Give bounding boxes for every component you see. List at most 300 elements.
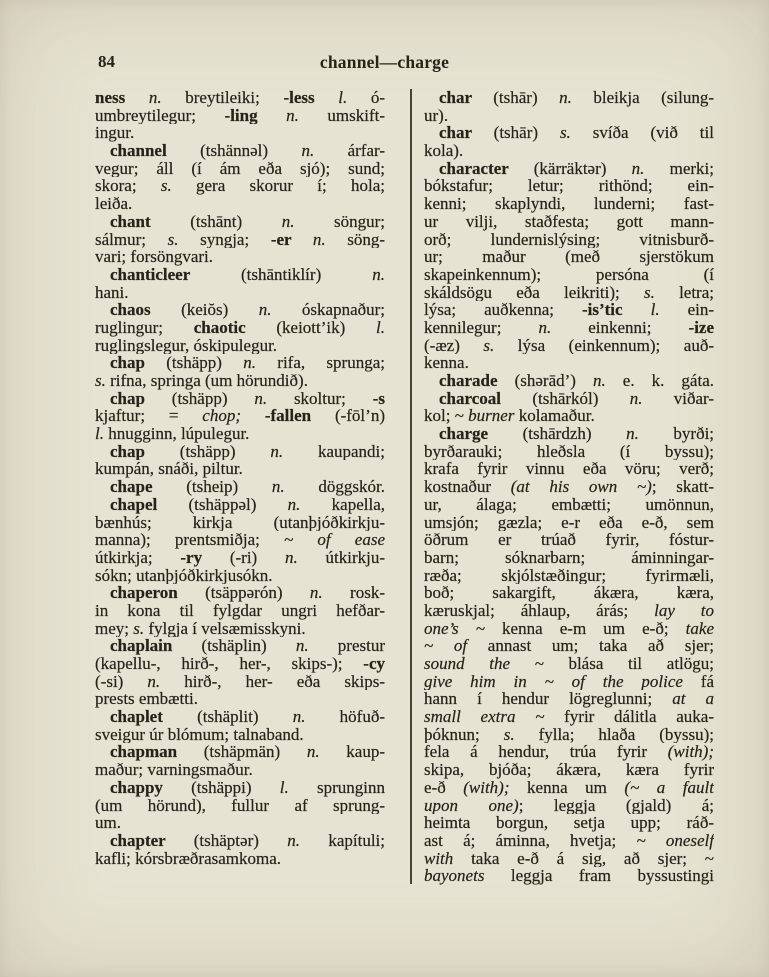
text-run: chanticleer (110, 265, 241, 284)
text-run: n. (287, 495, 332, 514)
text-line (95, 443, 385, 461)
text-line (95, 407, 385, 425)
text-run: fela á hendur, trúa fyrir (424, 743, 668, 762)
text-run: (tshäpp) (179, 442, 271, 461)
text-run: n. (243, 354, 278, 372)
text-run: (kapellu-, hirð-, her-, skips-); (95, 655, 364, 673)
text-run: blása til atlögu; (568, 655, 714, 673)
text-line (95, 690, 385, 708)
text-line (95, 372, 385, 390)
text-run: (with); (667, 743, 714, 762)
text-line (95, 496, 385, 514)
text-run: gera skorur í; hola; (196, 177, 385, 196)
text-run: (tshānt) (190, 212, 282, 231)
text-run: -is’tic (581, 301, 651, 319)
text-run: kæruskjal; áhlaup, árás; (424, 601, 655, 620)
text-line (424, 160, 714, 178)
text-run: n. (147, 672, 185, 691)
page-number: 84 (98, 52, 115, 71)
text-run: umskift- (327, 106, 385, 125)
running-head: channel—charge (319, 52, 450, 72)
text-run: kumpán, snáði, piltur. (95, 460, 243, 479)
text-run: kaupandi; (317, 442, 385, 461)
text-run: ur; maður (með sjerstökum (424, 248, 714, 266)
text-run: charade (439, 372, 515, 390)
text-run: l. (376, 318, 385, 337)
text-run: l. (95, 425, 109, 443)
text-run: bænhús; kirkja (utanþjóðkirkju- (95, 513, 385, 532)
text-line (424, 814, 714, 832)
text-line (424, 460, 714, 478)
text-line (95, 319, 385, 337)
text-run: n. (301, 142, 348, 160)
text-run: -ize (688, 318, 714, 337)
text-run: (tshāntiklír) (240, 265, 373, 284)
text-line (424, 584, 714, 602)
text-run: -cy (363, 655, 385, 673)
text-run: (keiŏs) (181, 301, 259, 319)
text-run: skáldsögu eða leikriti); (424, 283, 644, 302)
text-line (95, 850, 385, 868)
text-run: charcoal (439, 389, 533, 408)
text-run: chape (110, 478, 187, 496)
text-run: with (424, 849, 472, 868)
text-line (424, 354, 714, 372)
text-run: vari; forsöngvari. (95, 248, 214, 266)
text-run: kola). (424, 142, 464, 160)
text-run: s. (95, 372, 111, 390)
text-line (424, 797, 714, 815)
text-line (95, 655, 385, 673)
text-run: (-ri) (229, 548, 285, 567)
text-line (424, 372, 714, 390)
text-run: at a (672, 690, 714, 709)
text-run: ness (95, 89, 149, 107)
text-run: (-æz) (424, 336, 484, 355)
text-run: byrðarauki; hleðsla (í byssu); (424, 442, 714, 461)
text-line (424, 549, 714, 567)
text-line (424, 832, 714, 850)
text-run: chaplain (110, 637, 202, 655)
text-line (95, 514, 385, 532)
text-run: channel (110, 142, 201, 160)
text-run: fylla; hlaða (byssu); (538, 725, 714, 744)
text-run: l. (279, 778, 317, 797)
text-run: kenni; skaplyndi, lunderni; fast- (424, 195, 714, 213)
text-run: skora; (95, 177, 161, 196)
text-run: kaup- (346, 743, 385, 762)
text-run: ræða; skjólstæðingur; fyrirmæli, (424, 566, 714, 585)
text-run: ast á; áminna, hvetja; (424, 831, 637, 850)
text-run: s. (643, 283, 680, 302)
text-run: sveigur úr blómum; talnaband. (95, 725, 304, 744)
text-line (95, 673, 385, 691)
text-run: mey; (95, 619, 134, 638)
text-run: upon one) (424, 796, 519, 815)
text-run: chap (110, 389, 172, 408)
text-line (95, 160, 385, 178)
text-run: (tshäpp) (166, 354, 244, 372)
text-run: söng- (347, 230, 385, 249)
text-run: ó- (370, 89, 385, 107)
text-run: (um hörund), fullur af sprung- (95, 796, 385, 815)
text-line (424, 478, 714, 496)
text-run: n. (306, 743, 347, 762)
text-run: char (439, 124, 494, 143)
text-line (95, 248, 385, 266)
text-run: chapel (110, 495, 189, 514)
text-run: n. (629, 389, 674, 408)
text-run: ; skatt- (651, 478, 714, 496)
text-run: vegur; áll (í ám eða sjó); sund; (95, 159, 385, 178)
text-run: um. (95, 814, 121, 832)
text-line (424, 195, 714, 213)
text-run: -s (372, 389, 385, 408)
text-run: kenna. (424, 354, 469, 372)
text-run: lay to (654, 601, 714, 620)
text-line (424, 867, 714, 885)
text-line (424, 620, 714, 638)
column-divider (410, 89, 412, 884)
text-run: kafli; kórsbræðrasamkoma. (95, 849, 282, 868)
text-run: in kona til fylgdar ungri hefðar- (95, 601, 385, 620)
text-run: rosk- (350, 584, 385, 602)
text-run: (-si) (95, 672, 148, 691)
text-run: bleikja (silung- (593, 89, 714, 107)
text-run: n. (312, 230, 348, 249)
text-line (95, 637, 385, 655)
text-run: kolamaður. (518, 407, 595, 426)
text-run: ~ oneself (636, 831, 714, 850)
text-run: (tshār) (493, 124, 560, 143)
text-line (95, 177, 385, 195)
text-run: char (439, 89, 494, 107)
text-run: n. (281, 212, 334, 231)
text-run: fylgja í velsæmisskyni. (148, 619, 306, 638)
text-line (424, 637, 714, 655)
text-run: óskapnaður; (301, 301, 385, 319)
text-line (424, 779, 714, 797)
text-line (424, 266, 714, 284)
text-run: chop; (202, 407, 265, 426)
text-run: (tshārkól) (532, 389, 630, 408)
text-run: n. (284, 548, 326, 567)
text-run: (tshäppəl) (188, 495, 288, 514)
text-run: n. (148, 89, 186, 107)
text-run: small extra ~ (424, 708, 565, 726)
text-run: e-ð (424, 778, 464, 797)
text-line (424, 425, 714, 443)
text-run: chap (110, 442, 180, 461)
text-run: hnugginn, lúpulegur. (108, 425, 250, 443)
text-line (424, 602, 714, 620)
text-line (95, 584, 385, 602)
text-line (95, 195, 385, 213)
text-run: syngja; (200, 230, 271, 249)
text-run: ruglingslegur, óskipulegur. (95, 336, 278, 355)
text-line (424, 390, 714, 408)
text-run: chaplet (110, 708, 198, 726)
text-run: kostnaður (424, 478, 511, 496)
text-run: bayonets (424, 867, 511, 885)
text-run: prestur (337, 637, 385, 655)
text-run: (tshäpmän) (203, 743, 307, 762)
text-line (424, 726, 714, 744)
text-run: n. (372, 265, 385, 284)
text-run: n. (295, 637, 338, 655)
text-run: s. (160, 177, 196, 196)
text-line (95, 142, 385, 160)
text-run: (-fōl’n) (334, 407, 385, 426)
text-run: hani. (95, 283, 129, 302)
text-run: (tshār) (493, 89, 560, 107)
text-line (424, 567, 714, 585)
text-run: -er (270, 230, 313, 249)
text-run: kjaftur; = (95, 407, 203, 426)
text-run: chap (110, 354, 167, 372)
text-run: character (439, 159, 534, 178)
text-run: n. (309, 584, 351, 602)
text-run: skapeinkennum); persóna (í (424, 265, 714, 284)
text-run: bókstafur; letur; rithönd; ein- (424, 177, 714, 196)
text-run: chappy (110, 778, 192, 797)
text-run: kenna e-m um e-ð; (502, 619, 686, 638)
text-line (95, 708, 385, 726)
text-run: n. (538, 318, 589, 337)
text-run: umbreytilegur; (95, 106, 225, 125)
text-run: take (685, 619, 714, 638)
text-run: (tsheip) (186, 478, 272, 496)
text-run: (shərād’) (514, 372, 593, 390)
text-run: kapítuli; (328, 831, 385, 850)
text-run: ~ of (424, 637, 488, 655)
text-run: viðar- (673, 389, 714, 408)
text-line (424, 850, 714, 868)
text-line (424, 690, 714, 708)
text-run: boð; sakargift, ákæra, kæra, (424, 584, 714, 602)
text-run: öðrum er trúað fyrir, fóstur- (424, 531, 714, 549)
text-run: breytileiki; (185, 89, 284, 107)
text-run: n. (254, 389, 294, 408)
text-line (424, 673, 714, 691)
text-run: l. (338, 89, 371, 107)
text-run: sálmur; (95, 230, 168, 249)
text-line (95, 814, 385, 832)
text-run: charge (439, 425, 523, 443)
text-run: sókn; utanþjóðkirkjusókn. (95, 566, 273, 585)
text-run: n. (631, 159, 670, 178)
left-column (95, 89, 385, 867)
text-line (424, 743, 714, 761)
text-run: kennilegur; (424, 318, 539, 337)
text-run: (with); (463, 778, 528, 797)
text-run: ein- (687, 301, 714, 319)
text-run: þóknun; (424, 725, 504, 744)
text-run: merki; (669, 159, 714, 178)
text-run: n. (593, 372, 623, 390)
text-run: s. (133, 619, 149, 638)
text-line (95, 567, 385, 585)
text-run: n. (271, 478, 319, 496)
text-run: (tshäplin) (201, 637, 296, 655)
text-run: fá (700, 672, 714, 691)
text-run: (tshäppi) (191, 778, 280, 797)
text-run: n. (258, 301, 302, 319)
text-run: svíða (við til (592, 124, 714, 143)
text-run: ingur. (95, 124, 135, 143)
text-line (424, 655, 714, 673)
text-run: n. (626, 425, 674, 443)
text-run: one’s ~ (424, 619, 503, 638)
text-line (95, 89, 385, 107)
text-line (424, 319, 714, 337)
text-line (95, 266, 385, 284)
text-run: n. (292, 708, 340, 726)
text-run: byrði; (673, 425, 714, 443)
text-line (95, 779, 385, 797)
text-run: chant (110, 212, 191, 231)
text-run: lýsa; auðkenna; (424, 301, 582, 319)
text-run: (kärräktər) (533, 159, 632, 178)
text-run: n. (287, 831, 329, 850)
text-line (424, 213, 714, 231)
text-run: sprunginn (317, 778, 385, 797)
text-run: umsjón; gæzla; e-r eða e-ð, sem (424, 513, 714, 532)
text-run: (at his own ~) (510, 478, 652, 496)
text-line (95, 832, 385, 850)
text-run: l. (650, 301, 688, 319)
text-run: ~ of ease (284, 531, 385, 549)
text-run: ur, álaga; embætti; umönnun, (424, 495, 714, 514)
text-run: chapter (110, 831, 194, 850)
text-run: n. (559, 89, 594, 107)
text-run: s. (503, 725, 539, 744)
text-run: árfar- (347, 142, 385, 160)
text-line (424, 89, 714, 107)
text-run: barn; sóknarbarn; áminningar- (424, 548, 714, 567)
text-run: söngur; (334, 212, 385, 231)
text-run: (tshäpp) (171, 389, 255, 408)
text-run: chaotic (193, 318, 277, 337)
text-run: útkirkja; (95, 548, 181, 567)
text-line (424, 496, 714, 514)
text-run: kenna um (527, 778, 625, 797)
text-run: -less (283, 89, 339, 107)
text-run: sound the ~ (424, 655, 569, 673)
text-run: höfuð- (339, 708, 385, 726)
text-line (424, 231, 714, 249)
text-run: chapman (110, 743, 204, 762)
text-line (424, 142, 714, 160)
text-line (424, 443, 714, 461)
text-run: give him in ~ of the police (424, 672, 701, 691)
text-line (95, 124, 385, 142)
text-run: burner (468, 407, 519, 426)
text-line (95, 301, 385, 319)
text-run: kol; ~ (424, 407, 469, 426)
text-block (95, 89, 714, 885)
text-run: rifa, sprunga; (277, 354, 385, 372)
text-run: -ry (180, 548, 230, 567)
text-run: heimta borgun, setja upp; ráð- (424, 814, 714, 832)
text-run: (tshäptər) (193, 831, 288, 850)
text-line (95, 107, 385, 125)
text-line (95, 354, 385, 372)
text-run: annast um; taka að sjer; (487, 637, 714, 655)
text-line (95, 602, 385, 620)
text-line (95, 460, 385, 478)
text-line (95, 549, 385, 567)
text-run: leiða. (95, 195, 133, 213)
text-run: döggskór. (318, 478, 385, 496)
text-line (424, 531, 714, 549)
text-run: skoltur; (293, 389, 373, 408)
text-run: -fallen (264, 407, 335, 426)
text-line (95, 337, 385, 355)
page-header (0, 52, 769, 74)
text-line (95, 213, 385, 231)
text-line (424, 177, 714, 195)
text-run: (~ a fault (624, 778, 714, 797)
text-run: manna); prentsmiðja; (95, 531, 285, 549)
text-run: kapella, (331, 495, 385, 514)
text-run: hann í hendur lögreglunni; (424, 690, 673, 709)
text-run: (tshännəl) (200, 142, 302, 160)
text-run: -ling (224, 106, 287, 125)
text-run: n. (270, 442, 318, 461)
text-run: letra; (679, 283, 714, 302)
text-line (95, 478, 385, 496)
text-line (424, 124, 714, 142)
text-line (424, 407, 714, 425)
text-line (424, 337, 714, 355)
text-run: ruglingur; (95, 318, 194, 337)
text-line (95, 284, 385, 302)
text-line (95, 743, 385, 761)
text-run: ur). (424, 106, 449, 125)
text-run: s. (167, 230, 201, 249)
text-line (95, 531, 385, 549)
text-run: ; leggja (gjald) á; (518, 796, 714, 815)
text-line (424, 514, 714, 532)
text-line (95, 726, 385, 744)
text-run: e. k. gáta. (622, 372, 714, 390)
right-column (424, 89, 714, 885)
text-run: útkirkju- (325, 548, 385, 567)
text-run: rifna, springa (um hörundið). (110, 372, 308, 390)
text-run: ur vilji, staðfesta; gott mann- (424, 212, 714, 231)
text-run: hirð-, her- eða skips- (184, 672, 385, 691)
text-run: leggja fram byssustingi (510, 867, 714, 885)
text-line (95, 390, 385, 408)
text-line (424, 107, 714, 125)
text-run: s. (483, 336, 518, 355)
text-line (424, 708, 714, 726)
text-run: chaos (110, 301, 182, 319)
text-line (95, 620, 385, 638)
text-run: fyrir dálitla auka- (564, 708, 714, 726)
text-run: krafa fyrir vinnu eða vöru; verð; (424, 460, 714, 479)
text-run: einkenni; (588, 318, 689, 337)
text-run: maður; varningsmaður. (95, 761, 253, 779)
text-line (95, 231, 385, 249)
text-line (424, 761, 714, 779)
text-run: n. (286, 106, 328, 125)
text-line (95, 761, 385, 779)
text-run: skipa, bjóða; ákæra, kæra fyrir (424, 761, 714, 779)
text-run: (keiott’ik) (276, 318, 377, 337)
text-run: chaperon (110, 584, 206, 602)
